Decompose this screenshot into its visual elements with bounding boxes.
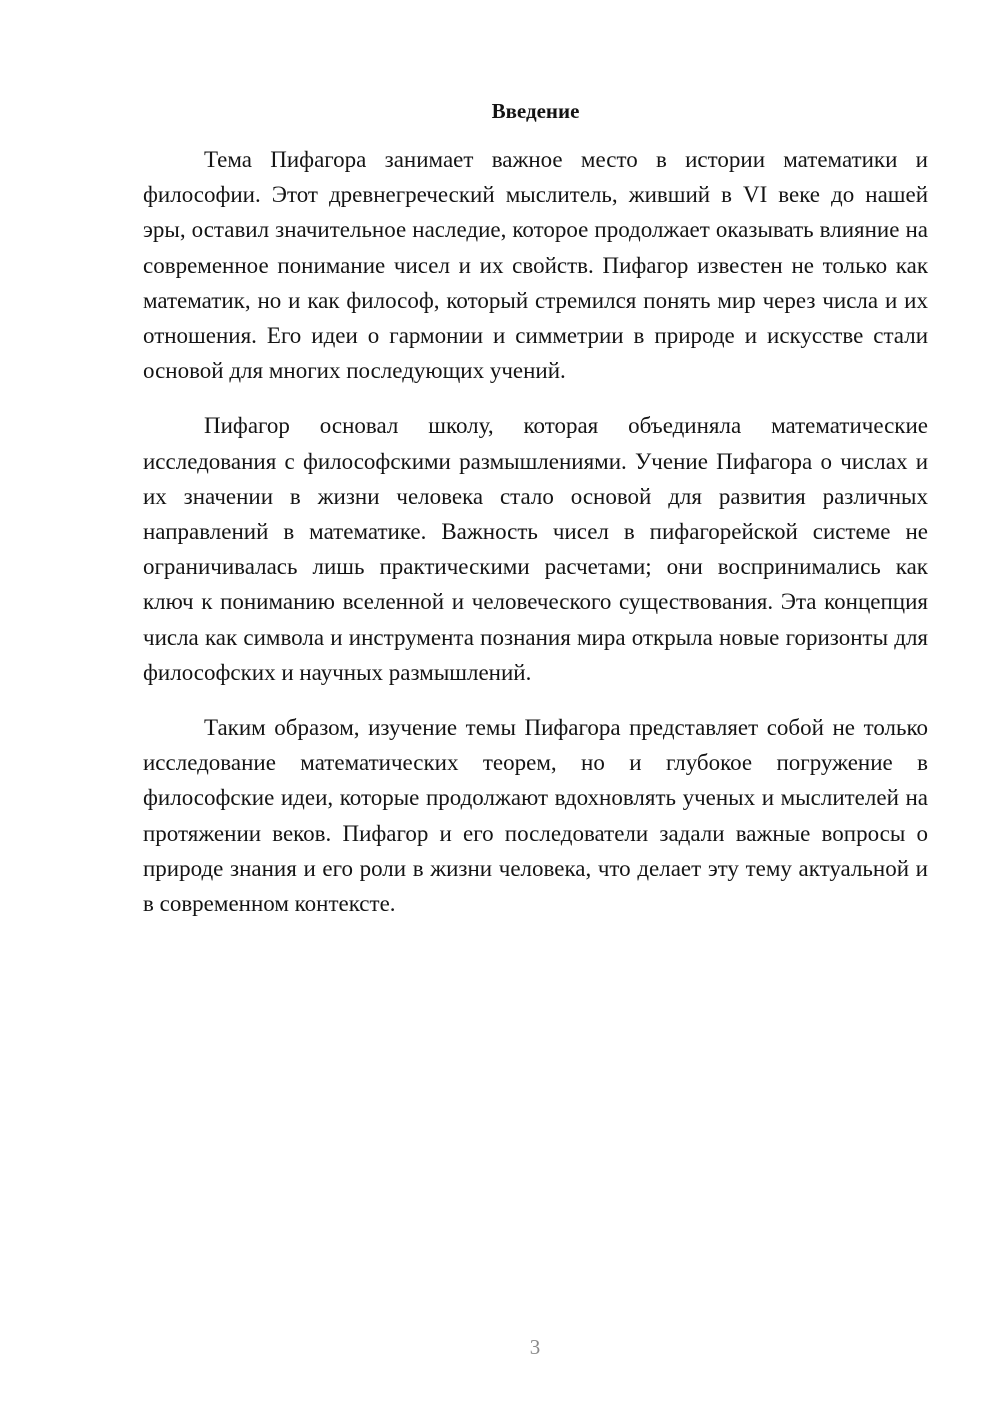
section-title: Введение bbox=[491, 99, 580, 123]
paragraph-1: Тема Пифагора занимает важное место в истории математики и философии. Этот древнегреческий мыслитель, живший в VI веке до нашей эры, оставил значительное наследие, которое продолжает оказывать влияние на современное понимание чисел и их свойств. Пифагор известен не только как математик, но и как философ, который стремился понять мир через числа и их отношения. Его идеи о гармонии и симметрии в природе и искусстве стали основой для многих последующих учений. bbox=[143, 147, 928, 384]
body-text bbox=[143, 142, 928, 941]
paragraph-3: Таким образом, изучение темы Пифагора представляет собой не только исследование математических теорем, но и глубокое погружение в философские идеи, которые продолжают вдохновлять ученых и мыслителей на протяжении веков. Пифагор и его последователи задали важные вопросы о природе знания и его роли в жизни человека, что делает эту тему актуальной и в современном контексте. bbox=[143, 715, 928, 917]
paragraph-2: Пифагор основал школу, которая объединяла математические исследования с философскими размышлениями. Учение Пифагора о числах и их значении в жизни человека стало основой для развития различных направлений в математике. Важность чисел в пифагорейской системе не ограничивалась лишь практическими расчетами; они воспринимались как ключ к пониманию вселенной и человеческого существования. Эта концепция числа как символа и инструмента познания мира открыла новые горизонты для философских и научных размышлений. bbox=[143, 413, 928, 685]
page-number: 3 bbox=[529, 1335, 541, 1359]
